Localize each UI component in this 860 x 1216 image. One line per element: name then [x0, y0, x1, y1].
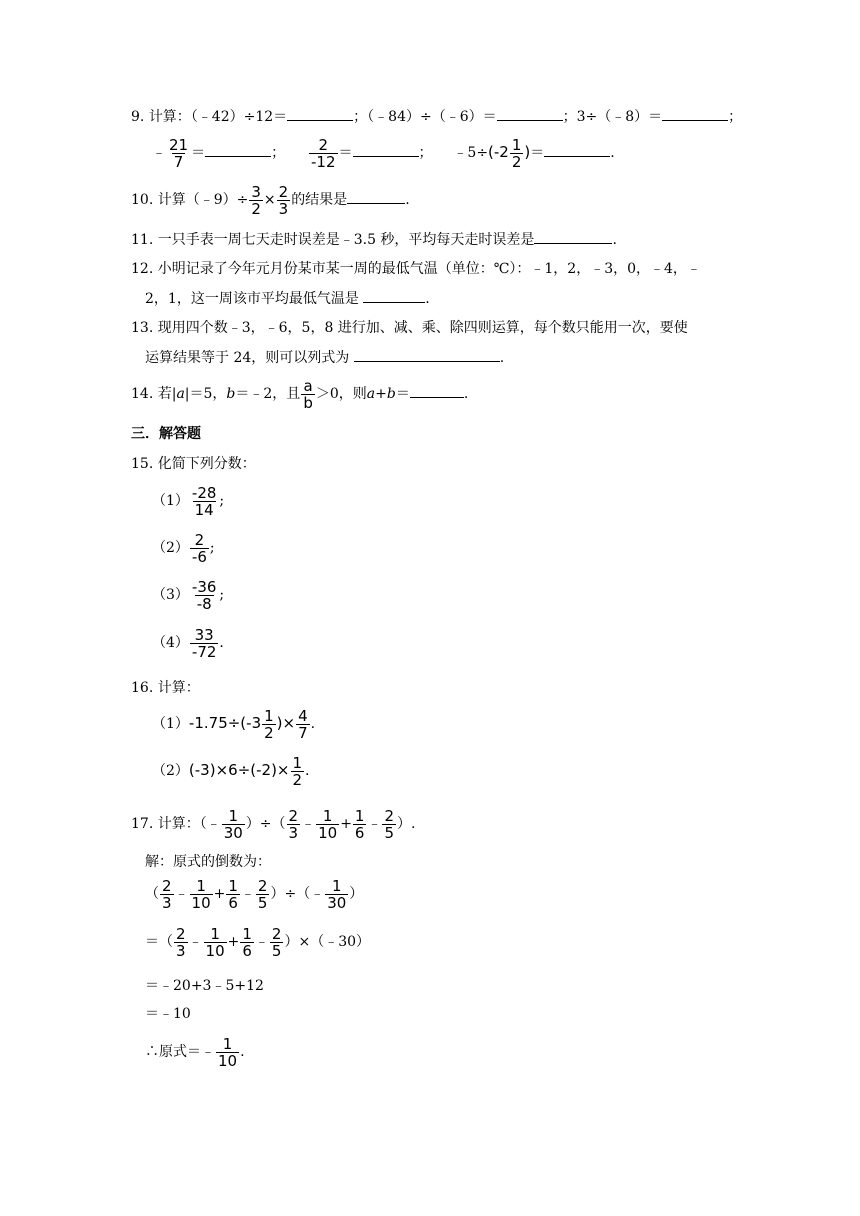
variable-b: b [226, 386, 236, 402]
item-label: （4） [152, 635, 189, 651]
times-sign: × [263, 192, 276, 208]
q16-item-2 [152, 752, 310, 789]
separator: ； [418, 145, 433, 161]
minus-sign: ﹣ [188, 934, 203, 950]
numerator: 3 [251, 182, 261, 201]
denominator: 10 [205, 941, 225, 960]
plus-sign: + [340, 816, 352, 832]
fraction [174, 926, 188, 959]
item-label: （2） [152, 540, 189, 556]
separator: ； [271, 145, 286, 161]
q9-number: 9. [131, 109, 145, 125]
q9-prefix: 计算： [148, 109, 191, 125]
period: . [405, 192, 410, 208]
paren-open: （ [145, 886, 159, 902]
period: . [305, 763, 310, 779]
minus-sign: ﹣ [254, 934, 269, 950]
fraction [382, 808, 396, 841]
numerator: 1 [242, 924, 252, 943]
numerator: 2 [384, 806, 395, 825]
fraction [190, 579, 219, 612]
q16-line [131, 678, 200, 698]
answer-blank[interactable] [205, 142, 271, 157]
fraction [309, 137, 338, 170]
solution-label: 解：原式的倒数为： [145, 854, 271, 870]
q12-line1 [131, 259, 701, 279]
answer-blank[interactable] [497, 106, 563, 121]
item-label: （3） [152, 587, 189, 603]
separator: ; [219, 587, 225, 603]
separator: ； [353, 109, 368, 125]
q11-text: 一只手表一周七天走时误差是﹣3.5 秒，平均每天走时误差是 [157, 232, 535, 248]
q15-item-3 [152, 577, 224, 613]
q14-text: ＞0，则 [315, 386, 367, 402]
q9-expr-f: ﹣5÷ [453, 145, 489, 161]
answer-blank[interactable] [354, 347, 500, 362]
denominator: 2 [292, 770, 303, 789]
q10-prefix: 计算（﹣9）÷ [157, 192, 249, 208]
q17-prefix: 计算：（﹣ [157, 816, 221, 832]
numerator: a [303, 376, 313, 395]
expression: )× [276, 714, 296, 732]
fraction [270, 926, 284, 959]
denominator: b [303, 393, 313, 412]
minus-sign: ﹣ [301, 816, 316, 832]
solution-step-4: ＝﹣10 [145, 1006, 191, 1022]
answer-blank[interactable] [544, 142, 610, 157]
numerator: 1 [264, 706, 274, 725]
numerator: 1 [292, 753, 303, 772]
fraction [291, 755, 305, 788]
expression: -1.75÷(-3 [188, 714, 262, 732]
minus-sign: ﹣ [367, 816, 382, 832]
denominator: -8 [196, 594, 212, 613]
denominator: 5 [384, 823, 395, 842]
fraction [216, 1036, 239, 1069]
minus-sign: ﹣ [240, 886, 255, 902]
q15-item-2 [152, 530, 215, 566]
answer-blank[interactable] [534, 229, 612, 244]
numerator: 33 [194, 625, 214, 644]
solution-step-3: ＝﹣20+3﹣5+12 [145, 978, 264, 994]
section-heading: 三．解答题 [131, 426, 201, 442]
numerator: 1 [222, 1034, 233, 1053]
numerator: 1 [228, 876, 238, 895]
q16-text: 计算： [157, 680, 200, 696]
q13-text-cont: 运算结果等于 24，则可以列式为 [145, 350, 350, 366]
period: . [463, 386, 469, 402]
answer-blank[interactable] [410, 383, 464, 398]
fraction [160, 878, 174, 911]
mixed-number-whole: (-2 [488, 143, 509, 161]
q10-line [131, 182, 410, 218]
paren-open: ＝（ [145, 934, 173, 950]
denominator: 7 [173, 152, 184, 171]
numerator: -36 [191, 577, 217, 596]
numerator: 21 [169, 135, 189, 154]
equals: ＝ [338, 145, 353, 161]
denominator: 10 [318, 823, 338, 842]
answer-blank[interactable] [363, 288, 425, 303]
denominator: 2 [251, 199, 261, 218]
period: . [310, 716, 316, 732]
q10-suffix: 的结果是 [291, 192, 348, 208]
q13-line1 [131, 318, 688, 338]
fraction [167, 137, 190, 170]
equals: ＝ [530, 145, 545, 161]
numerator: 1 [228, 806, 239, 825]
denominator: -6 [191, 547, 207, 566]
q14-number: 14. [131, 386, 154, 402]
q15-number: 15. [131, 456, 154, 472]
fraction [190, 485, 219, 518]
q15-item-4 [152, 625, 224, 661]
q16-number: 16. [131, 680, 154, 696]
separator: ; [219, 493, 225, 509]
fraction [249, 184, 263, 217]
q17-text: ）÷（﹣ [270, 886, 325, 902]
numerator: 2 [278, 182, 289, 201]
numerator: 2 [288, 806, 299, 825]
denominator: -72 [191, 642, 217, 661]
fraction [256, 878, 270, 911]
q10-number: 10. [131, 192, 154, 208]
denominator: 3 [278, 199, 289, 218]
numerator: 2 [162, 876, 172, 895]
numerator: 1 [331, 876, 342, 895]
solution-conclusion [145, 1034, 245, 1070]
fraction [510, 137, 524, 170]
denominator: 2 [264, 723, 274, 742]
denominator: 3 [176, 941, 186, 960]
q17-line [131, 806, 415, 842]
q17-number: 17. [131, 816, 154, 832]
denominator: 6 [242, 941, 252, 960]
q15-item-1 [152, 483, 224, 519]
q12-number: 12. [131, 261, 154, 277]
paren-close: ) [524, 143, 531, 161]
paren-close: ） [349, 886, 364, 902]
q13-line2 [145, 347, 504, 368]
denominator: 5 [271, 941, 282, 960]
item-label: （1） [152, 493, 189, 509]
period: . [499, 350, 505, 366]
denominator: 7 [298, 723, 308, 742]
q15-line [131, 454, 256, 474]
period: . [219, 635, 224, 651]
denominator: 30 [223, 823, 243, 842]
separator: ； [728, 109, 743, 125]
q16-item-1 [152, 705, 315, 742]
denominator: 3 [288, 823, 299, 842]
answer-blank[interactable] [353, 142, 419, 157]
numerator: 1 [354, 806, 365, 825]
answer-blank[interactable] [347, 189, 405, 204]
equals: ＝ [395, 386, 410, 402]
period: . [612, 232, 617, 248]
period: . [610, 145, 615, 161]
fraction [301, 378, 315, 411]
q13-text: 现用四个数﹣3，﹣6，5，8 进行加、减、乘、除四则运算，每个数只能用一次，要使 [157, 320, 688, 336]
q15-text: 化简下列分数： [157, 456, 256, 472]
q14-prefix: 若| [157, 386, 177, 402]
fraction [240, 926, 254, 959]
variable-a: a [176, 386, 185, 402]
denominator: 3 [162, 893, 172, 912]
denominator: 6 [354, 823, 365, 842]
denominator: 5 [257, 893, 268, 912]
numerator: 1 [196, 876, 206, 895]
numerator: 2 [257, 876, 268, 895]
q11-line [131, 229, 617, 250]
q14-text: ＝﹣2，且 [235, 386, 301, 402]
denominator: 2 [511, 152, 522, 171]
fraction [204, 926, 227, 959]
denominator: 30 [327, 893, 347, 912]
fraction [353, 808, 367, 841]
q9-expr-c: 3÷（﹣8）＝ [576, 109, 663, 125]
equals: ＝ [191, 145, 206, 161]
numerator: 2 [318, 135, 329, 154]
separator: ； [562, 109, 577, 125]
q14-text: |＝5， [184, 386, 227, 402]
fraction [287, 808, 301, 841]
fraction [262, 708, 276, 741]
solution-step-2 [145, 924, 370, 960]
denominator: 10 [191, 893, 211, 912]
numerator: 1 [511, 135, 522, 154]
solution-step-1 [145, 876, 363, 912]
q9-line1 [131, 106, 742, 127]
denominator: 10 [218, 1051, 238, 1070]
numerator: 1 [210, 924, 220, 943]
q12-text-cont: 2，1，这一周该市平均最低气温是 [145, 291, 359, 307]
paren-close: ）×（﹣30） [284, 934, 371, 950]
plus-sign: + [213, 886, 226, 902]
numerator: 4 [298, 706, 308, 725]
q9-expr-a: （﹣42）÷12＝ [190, 109, 288, 125]
denominator: 14 [194, 500, 214, 519]
minus-sign: ﹣ [152, 145, 166, 161]
period: . [425, 291, 430, 307]
separator: ; [209, 540, 215, 556]
fraction [316, 808, 339, 841]
fraction [226, 878, 240, 911]
numerator: 1 [322, 806, 333, 825]
fraction [190, 532, 209, 565]
fraction [222, 808, 245, 841]
q17-suffix: ）. [397, 816, 416, 832]
q13-number: 13. [131, 320, 154, 336]
q9-line2 [152, 134, 615, 171]
minus-sign: ﹣ [174, 886, 189, 902]
q14-line [131, 376, 468, 412]
q12-text: 小明记录了今年元月份某市某一周的最低气温（单位：℃）：﹣1，2，﹣3，0，﹣4，﹣ [157, 261, 701, 277]
denominator: -12 [311, 152, 336, 171]
numerator: 2 [271, 924, 282, 943]
plus-sign: + [227, 934, 240, 950]
fraction [190, 878, 213, 911]
item-label: （1） [152, 716, 189, 732]
numerator: 2 [194, 530, 205, 549]
fraction [296, 708, 310, 741]
fraction [190, 627, 219, 660]
expression: (-3)×6÷(-2)× [188, 761, 290, 779]
variable-sum: a+b [366, 386, 396, 402]
q9-expr-b: （﹣84）÷（﹣6）＝ [367, 109, 497, 125]
item-label: （2） [152, 763, 189, 779]
q17-text: ）÷（ [245, 816, 286, 832]
fraction [277, 184, 291, 217]
numerator: -28 [191, 483, 217, 502]
conclusion-text: ∴原式＝﹣ [145, 1044, 215, 1060]
q11-number: 11. [131, 232, 154, 248]
numerator: 2 [176, 924, 186, 943]
fraction [325, 878, 348, 911]
answer-blank[interactable] [662, 106, 728, 121]
denominator: 6 [228, 893, 238, 912]
period: . [240, 1044, 245, 1060]
answer-blank[interactable] [287, 106, 353, 121]
q12-line2 [145, 288, 430, 309]
